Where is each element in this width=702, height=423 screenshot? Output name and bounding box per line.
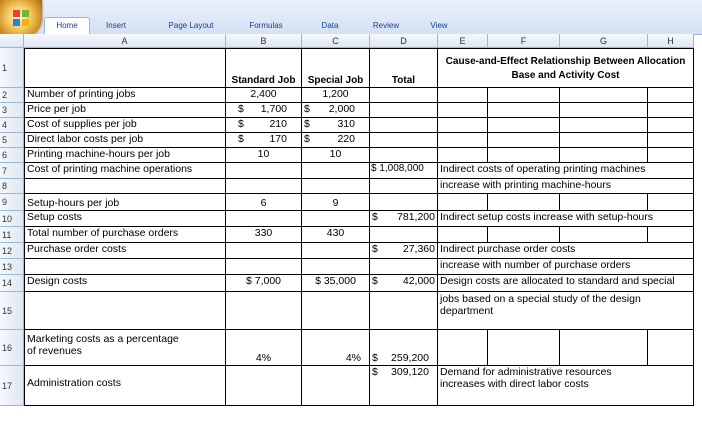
cell-a13[interactable] [24, 259, 226, 275]
cell-g9[interactable] [560, 194, 648, 211]
cell-h11[interactable] [648, 227, 694, 243]
cell-c3[interactable] [302, 103, 370, 118]
cell-a7[interactable]: Cost of printing machine operations [24, 163, 226, 179]
cell-g3[interactable] [560, 103, 648, 118]
currency-symbol: $ [304, 118, 310, 130]
cell-c5-value: 220 [337, 133, 355, 145]
cell-d17-value: 309,120 [391, 366, 429, 378]
row-header-9[interactable]: 9 [0, 194, 24, 211]
row-header-17[interactable]: 17 [0, 366, 24, 406]
cell-d11[interactable] [370, 227, 438, 243]
cell-d1[interactable]: Total [370, 48, 438, 88]
cell-a10[interactable]: Setup costs [24, 211, 226, 227]
cell-c1[interactable]: Special Job [302, 48, 370, 88]
row-header-11[interactable]: 11 [0, 227, 24, 243]
cell-c6[interactable]: 10 [302, 148, 370, 163]
row-header-15[interactable]: 15 [0, 292, 24, 330]
row-header-7[interactable]: 7 [0, 163, 24, 179]
currency-symbol: $ [372, 352, 378, 364]
currency-symbol: $ [372, 366, 378, 378]
cell-a5[interactable]: Direct labor costs per job [24, 133, 226, 148]
cell-d14-value: 42,000 [402, 275, 435, 287]
cell-e9[interactable] [438, 194, 488, 211]
cell-e16[interactable] [438, 330, 488, 366]
cell-e5[interactable] [438, 133, 488, 148]
cell-d4[interactable] [370, 118, 438, 133]
cell-b3-value: 1,700 [260, 103, 287, 115]
cell-a4[interactable]: Cost of supplies per job [24, 118, 226, 133]
cell-g5[interactable] [560, 133, 648, 148]
cell-c14[interactable]: $ 35,000 [302, 275, 370, 292]
cell-b15[interactable] [226, 292, 302, 330]
cell-b10[interactable] [226, 211, 302, 227]
tab-page-layout[interactable]: Page Layout [168, 21, 214, 30]
cell-b2[interactable]: 2,400 [226, 88, 302, 103]
cell-b14[interactable]: $ 7,000 [226, 275, 302, 292]
cell-c17[interactable] [302, 366, 370, 406]
cell-f2[interactable] [488, 88, 560, 103]
cell-b11[interactable]: 330 [226, 227, 302, 243]
cell-d3[interactable] [370, 103, 438, 118]
cell-c16[interactable]: 4% [302, 330, 370, 366]
cell-h5[interactable] [648, 133, 694, 148]
currency-symbol: $ [304, 103, 310, 115]
cell-g11[interactable] [560, 227, 648, 243]
cell-h16[interactable] [648, 330, 694, 366]
row-header-12[interactable]: 12 [0, 243, 24, 259]
cell-b16[interactable]: 4% [226, 330, 302, 366]
cell-d5[interactable] [370, 133, 438, 148]
cell-b1[interactable]: Standard Job [226, 48, 302, 88]
tab-review[interactable]: Review [372, 21, 400, 30]
cell-d13[interactable] [370, 259, 438, 275]
currency-symbol: $ [372, 275, 378, 287]
column-header-f[interactable]: F [488, 34, 560, 48]
cell-e12[interactable]: Indirect purchase order costs [438, 243, 694, 259]
cell-c2[interactable]: 1,200 [302, 88, 370, 103]
cell-e14[interactable]: Design costs are allocated to standard and special [438, 275, 694, 292]
cell-a1[interactable] [24, 48, 226, 88]
currency-symbol: $ [372, 211, 378, 223]
cell-e15[interactable]: jobs based on a special study of the design department [438, 292, 694, 330]
cell-d7[interactable]: $ 1,008,000 [370, 163, 438, 179]
cell-h3[interactable] [648, 103, 694, 118]
cell-f6[interactable] [488, 148, 560, 163]
cell-b4-value: 210 [269, 118, 287, 130]
cell-c13[interactable] [302, 259, 370, 275]
currency-symbol: $ [238, 103, 244, 115]
currency-symbol: $ [304, 133, 310, 145]
cell-e1-cause-effect-header[interactable]: Cause-and-Effect Relationship Between Allocation Base and Activity Cost [438, 48, 694, 88]
cell-h4[interactable] [648, 118, 694, 133]
cell-d12-value: 27,360 [402, 243, 435, 255]
cell-b6[interactable]: 10 [226, 148, 302, 163]
cell-h2[interactable] [648, 88, 694, 103]
cell-f11[interactable] [488, 227, 560, 243]
currency-symbol: $ [238, 118, 244, 130]
cell-a14[interactable]: Design costs [24, 275, 226, 292]
row-header-10[interactable]: 10 [0, 211, 24, 227]
column-header-g[interactable]: G [560, 34, 648, 48]
row-header-13[interactable]: 13 [0, 259, 24, 275]
cell-c5[interactable] [302, 133, 370, 148]
tab-insert[interactable]: Insert [105, 21, 126, 30]
column-header-a[interactable]: A [24, 34, 226, 48]
row-header-6[interactable]: 6 [0, 148, 24, 163]
cell-b13[interactable] [226, 259, 302, 275]
cell-e8[interactable]: increase with printing machine-hours [438, 179, 694, 194]
cell-b5[interactable] [226, 133, 302, 148]
cell-b7[interactable] [226, 163, 302, 179]
cell-a9[interactable]: Setup-hours per job [24, 194, 226, 211]
row-header-8[interactable]: 8 [0, 179, 24, 194]
row-header-4[interactable]: 4 [0, 118, 24, 133]
cell-c12[interactable] [302, 243, 370, 259]
cell-d9[interactable] [370, 194, 438, 211]
cell-c7[interactable] [302, 163, 370, 179]
cell-c3-value: 2,000 [328, 103, 355, 115]
cell-f5[interactable] [488, 133, 560, 148]
select-all-corner[interactable] [0, 34, 24, 48]
tab-home[interactable]: Home [44, 17, 90, 34]
cell-d2[interactable] [370, 88, 438, 103]
cell-c11[interactable]: 430 [302, 227, 370, 243]
cell-e11[interactable] [438, 227, 488, 243]
column-header-e[interactable]: E [438, 34, 488, 48]
cell-e7[interactable]: Indirect costs of operating printing machines [438, 163, 694, 179]
tab-data[interactable]: Data [321, 21, 339, 30]
cell-b17[interactable] [226, 366, 302, 406]
cell-c8[interactable] [302, 179, 370, 194]
cell-a3[interactable]: Price per job [24, 103, 226, 118]
cell-d6[interactable] [370, 148, 438, 163]
cell-c10[interactable] [302, 211, 370, 227]
cell-a15[interactable] [24, 292, 226, 330]
currency-symbol: $ [372, 243, 378, 255]
cell-d17[interactable] [370, 366, 438, 406]
cell-c15[interactable] [302, 292, 370, 330]
cell-d14[interactable] [370, 275, 438, 292]
cell-f9[interactable] [488, 194, 560, 211]
cell-h9[interactable] [648, 194, 694, 211]
cell-e4[interactable] [438, 118, 488, 133]
tab-formulas[interactable]: Formulas [249, 21, 283, 30]
cell-e6[interactable] [438, 148, 488, 163]
row-header-2[interactable]: 2 [0, 88, 24, 103]
column-header-h[interactable]: H [648, 34, 694, 48]
cell-f16[interactable] [488, 330, 560, 366]
cell-a6[interactable]: Printing machine-hours per job [24, 148, 226, 163]
cell-a8[interactable] [24, 179, 226, 194]
cell-c4-value: 310 [337, 118, 355, 130]
cell-g16[interactable] [560, 330, 648, 366]
office-logo-icon [12, 9, 30, 27]
tab-view[interactable]: View [430, 21, 448, 30]
column-header-c[interactable]: C [302, 34, 370, 48]
cell-a17[interactable]: Administration costs [24, 366, 226, 406]
cell-b3[interactable] [226, 103, 302, 118]
cell-b8[interactable] [226, 179, 302, 194]
currency-symbol: $ [238, 133, 244, 145]
cell-e10[interactable]: Indirect setup costs increase with setup-hours [438, 211, 694, 227]
column-header-b[interactable]: B [226, 34, 302, 48]
cell-e2[interactable] [438, 88, 488, 103]
cell-f4[interactable] [488, 118, 560, 133]
cell-e3[interactable] [438, 103, 488, 118]
cell-b9[interactable]: 6 [226, 194, 302, 211]
cell-g6[interactable] [560, 148, 648, 163]
cell-f3[interactable] [488, 103, 560, 118]
cell-a12[interactable]: Purchase order costs [24, 243, 226, 259]
cell-g4[interactable] [560, 118, 648, 133]
cell-h6[interactable] [648, 148, 694, 163]
cell-c4[interactable] [302, 118, 370, 133]
row-header-14[interactable]: 14 [0, 275, 24, 292]
cell-b4[interactable] [226, 118, 302, 133]
cell-b12[interactable] [226, 243, 302, 259]
cell-d10-value: 781,200 [397, 211, 435, 223]
column-header-d[interactable]: D [370, 34, 438, 48]
row-header-1[interactable]: 1 [0, 48, 24, 88]
cell-b5-value: 170 [269, 133, 287, 145]
cell-d15[interactable] [370, 292, 438, 330]
cell-d10[interactable] [370, 211, 438, 227]
row-header-5[interactable]: 5 [0, 133, 24, 148]
cell-c9[interactable]: 9 [302, 194, 370, 211]
row-header-3[interactable]: 3 [0, 103, 24, 118]
cell-d12[interactable] [370, 243, 438, 259]
cell-a16[interactable]: Marketing costs as a percentage of revenues [24, 330, 226, 366]
office-button[interactable] [0, 0, 42, 38]
cell-d16[interactable] [370, 330, 438, 366]
row-header-16[interactable]: 16 [0, 330, 24, 366]
cell-d8[interactable] [370, 179, 438, 194]
cell-a2[interactable]: Number of printing jobs [24, 88, 226, 103]
ribbon [0, 0, 702, 35]
cell-a11[interactable]: Total number of purchase orders [24, 227, 226, 243]
cell-e17[interactable]: Demand for administrative resources increases with direct labor costs [438, 366, 694, 406]
cell-d16-value: 259,200 [391, 352, 429, 364]
cell-g2[interactable] [560, 88, 648, 103]
cell-e13[interactable]: increase with number of purchase orders [438, 259, 694, 275]
